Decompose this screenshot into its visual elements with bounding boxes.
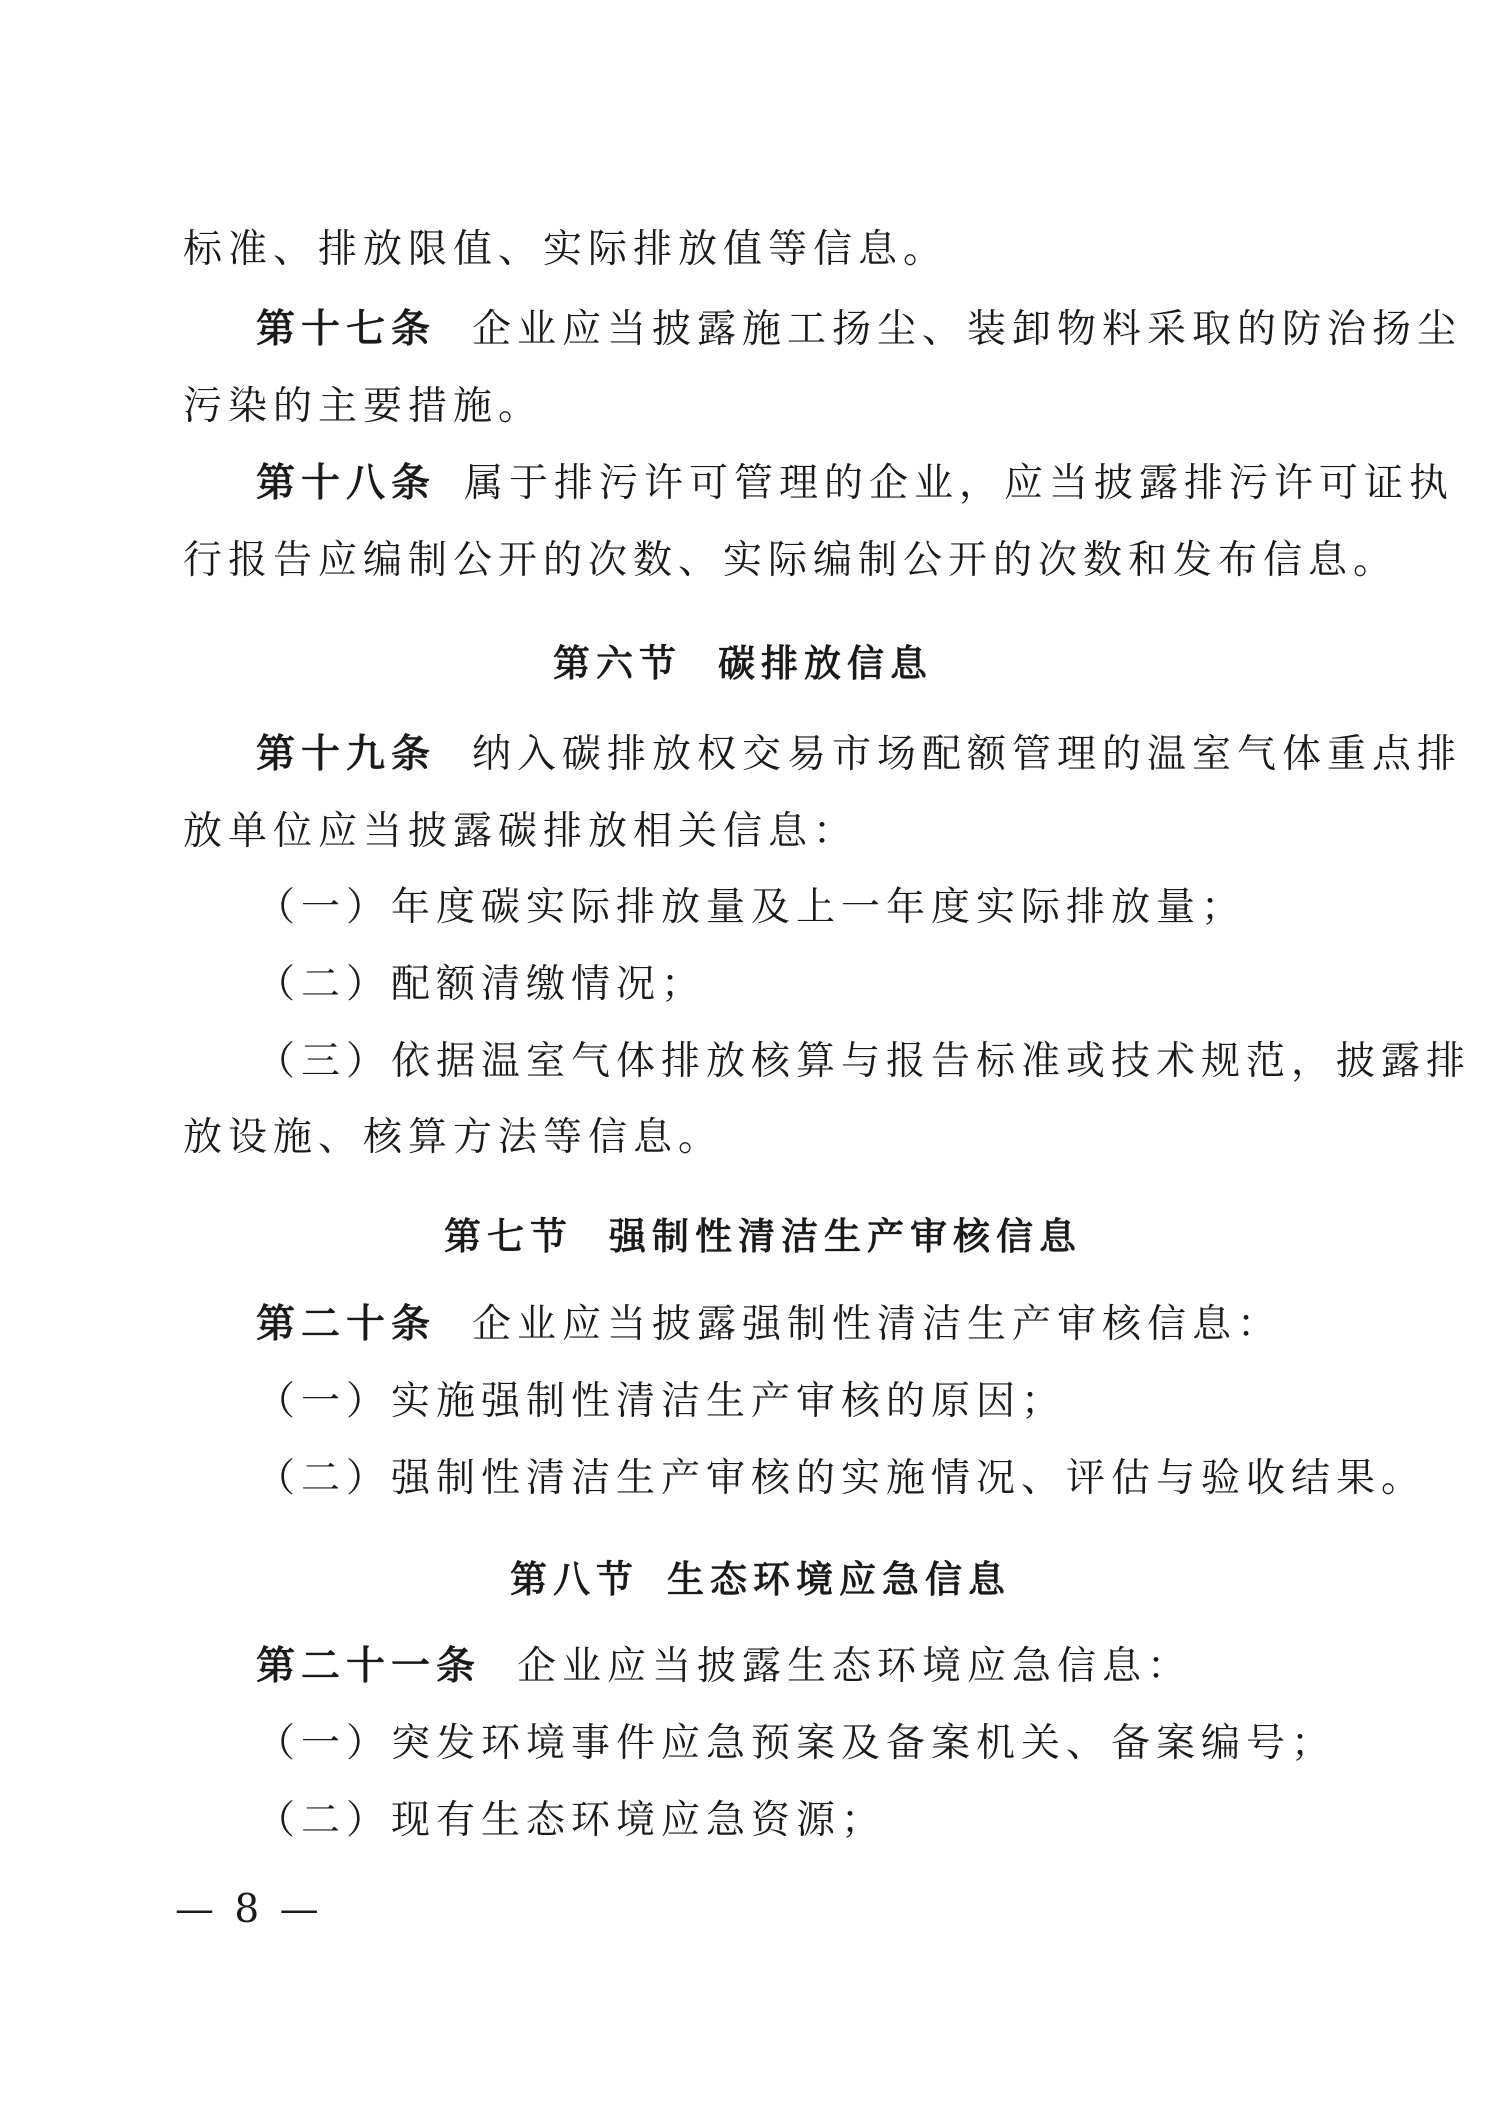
section-heading xyxy=(444,1213,1082,1261)
section-number: 第八节 xyxy=(510,1558,639,1601)
article-text: 纳入碳排放权交易市场配额管理的温室气体重点排 xyxy=(472,732,1463,777)
list-item xyxy=(256,1720,1336,1768)
list-item-text: （一）年度碳实际排放量及上一年度实际排放量； xyxy=(256,885,1247,930)
section-title: 强制性清洁生产审核信息 xyxy=(609,1215,1082,1258)
article-text: 企业应当披露生态环境应急信息： xyxy=(517,1644,1193,1689)
article-18 xyxy=(256,460,1454,508)
list-item xyxy=(256,1797,886,1845)
list-item-text: （二）配额清缴情况； xyxy=(256,962,707,1007)
article-19 xyxy=(256,731,1462,779)
list-item-text: （二）现有生态环境应急资源； xyxy=(256,1798,887,1843)
article-17 xyxy=(256,306,1462,354)
article-text: 企业应当披露强制性清洁生产审核信息： xyxy=(472,1302,1283,1347)
article-20 xyxy=(256,1301,1282,1349)
section-number: 第六节 xyxy=(553,642,682,685)
article-number: 第十九条 xyxy=(256,732,437,777)
line-text: 污染的主要措施。 xyxy=(183,384,544,429)
line-text: 标准、排放限值、实际排放值等信息。 xyxy=(183,227,949,272)
section-title: 生态环境应急信息 xyxy=(667,1558,1011,1601)
list-item xyxy=(256,1038,1471,1086)
section-title: 碳排放信息 xyxy=(718,642,933,685)
section-number: 第七节 xyxy=(444,1215,573,1258)
list-item-text: （二）强制性清洁生产审核的实施情况、评估与验收结果。 xyxy=(256,1456,1427,1501)
text-line xyxy=(183,383,543,431)
line-text: 放设施、核算方法等信息。 xyxy=(183,1115,724,1160)
article-21 xyxy=(256,1643,1192,1691)
text-line xyxy=(183,537,1398,585)
page-number: — 8 — xyxy=(175,1887,323,1932)
article-number: 第十八条 xyxy=(256,461,437,506)
section-heading xyxy=(510,1556,1011,1604)
article-number: 第十七条 xyxy=(256,307,437,352)
article-number: 第二十条 xyxy=(256,1302,437,1347)
article-number: 第二十一条 xyxy=(256,1644,482,1689)
article-text: 企业应当披露施工扬尘、装卸物料采取的防治扬尘 xyxy=(472,307,1463,352)
text-line xyxy=(183,226,948,274)
list-item-text: （三）依据温室气体排放核算与报告标准或技术规范，披露排 xyxy=(256,1039,1472,1084)
article-text: 属于排污许可管理的企业，应当披露排污许可证执 xyxy=(464,461,1455,506)
text-line xyxy=(183,1114,723,1162)
text-line xyxy=(183,808,858,856)
line-text: 放单位应当披露碳排放相关信息： xyxy=(183,809,859,854)
section-heading xyxy=(553,640,933,688)
list-item xyxy=(256,884,1246,932)
list-item xyxy=(256,1378,1066,1426)
line-text: 行报告应编制公开的次数、实际编制公开的次数和发布信息。 xyxy=(183,538,1399,583)
list-item-text: （一）突发环境事件应急预案及备案机关、备案编号； xyxy=(256,1721,1337,1766)
list-item-text: （一）实施强制性清洁生产审核的原因； xyxy=(256,1379,1067,1424)
list-item xyxy=(256,1455,1426,1503)
list-item xyxy=(256,961,706,1009)
